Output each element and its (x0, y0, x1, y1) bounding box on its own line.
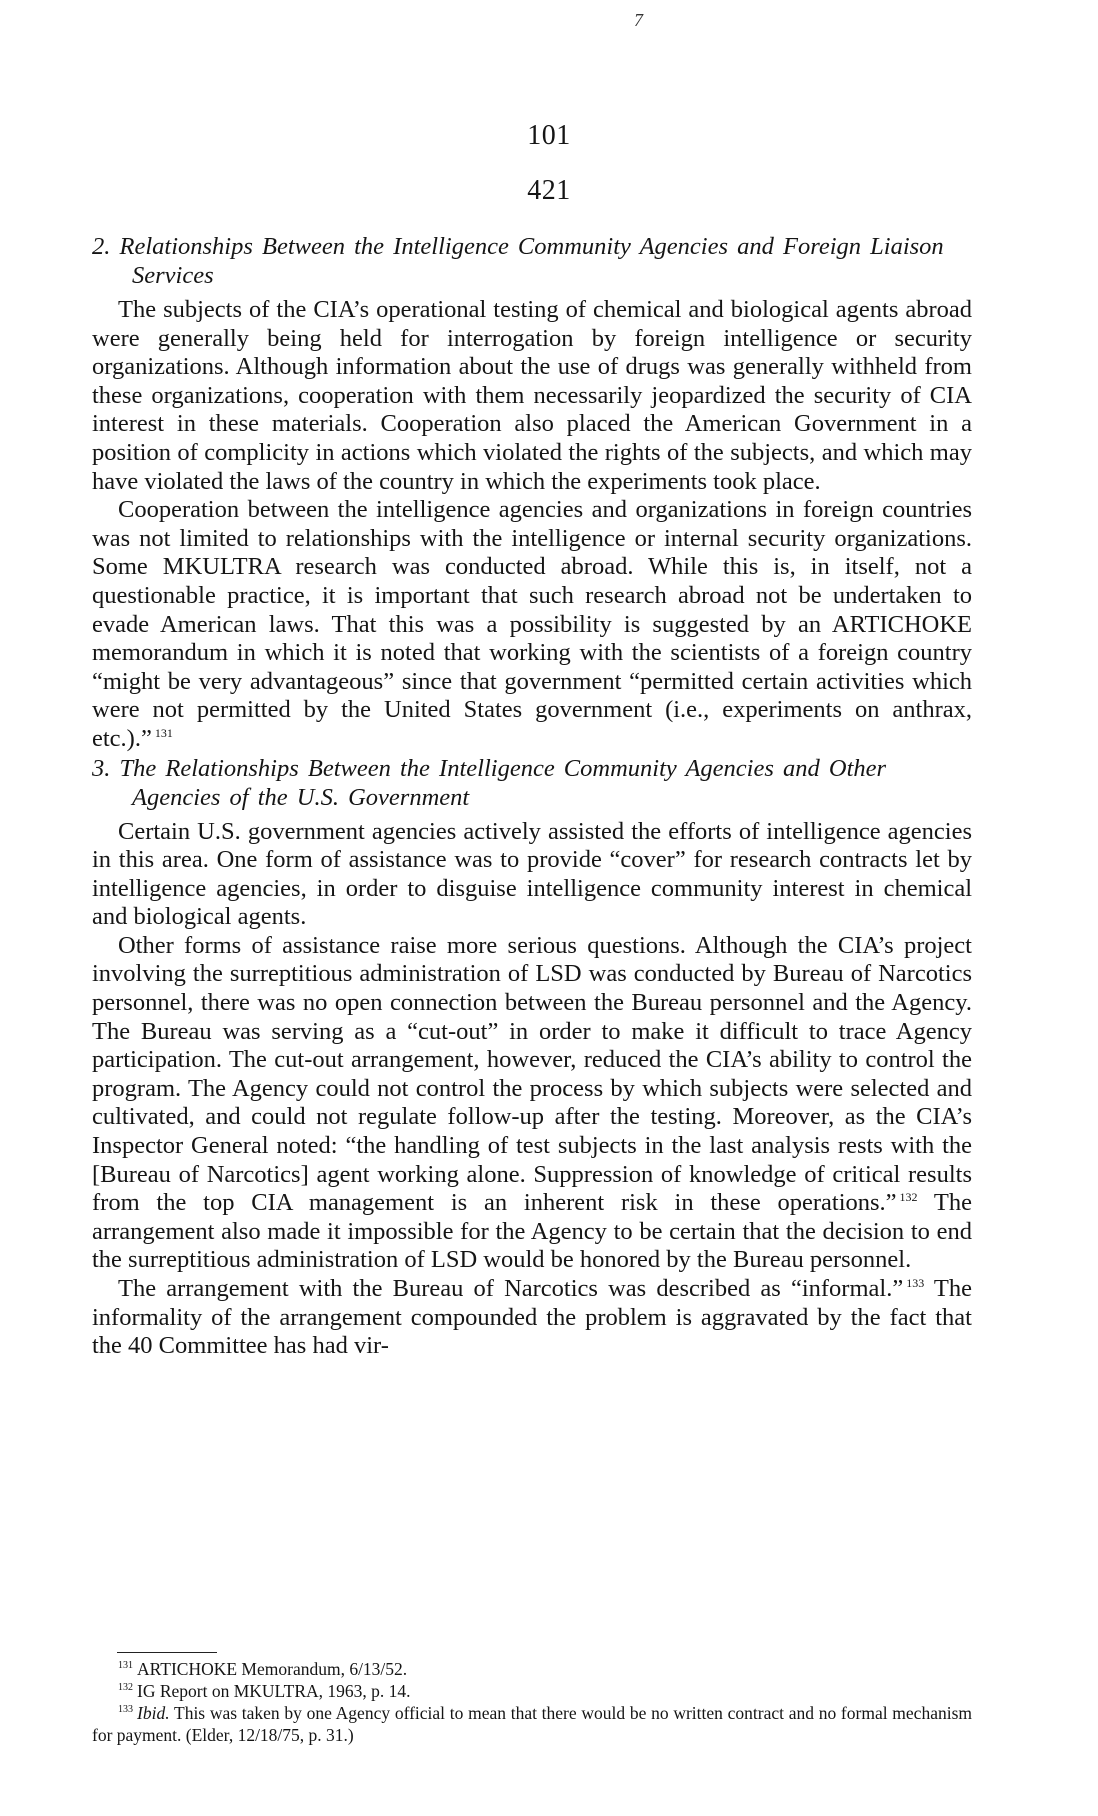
footnote-mark: 133 (118, 1704, 133, 1716)
paragraph-text: The arrangement with the Bureau of Narcotics was described as “informal.” (118, 1275, 904, 1302)
paragraph (92, 496, 972, 753)
footnote-131 (92, 1658, 972, 1680)
corner-mark: 7 (634, 10, 643, 30)
footnote-mark: 131 (118, 1660, 133, 1672)
footnote-text: IG Report on MKULTRA, 1963, p. 14. (137, 1681, 411, 1701)
page-number-secondary: 421 (527, 175, 571, 206)
footnote-ref-133[interactable]: 133 (906, 1275, 925, 1290)
main-text (92, 232, 972, 1361)
footnote-text: This was taken by one Agency official to mean that there would be no written contract and no formal mechanism for payment. (Elder, 12/18/75, p. 31.) (92, 1703, 973, 1745)
footnote-ref-132[interactable]: 132 (899, 1190, 918, 1205)
paragraph-text: Cooperation between the intelligence agencies and organizations in foreign countries was not limited to relationships with the intelligence or internal security organizations. Some MKULTRA research was conducted abroad. While this is, in itself, not a questionable practice, it is important that such research abroad not be undertaken to evade American laws. That this was a possibility is suggested by an ARTICHOKE memorandum in which it is noted that working with the scientists of a foreign country “might be very advantageous” since that government “permitted certain activities which were not permitted by the United States government (i.e., experiments on anthrax, etc.).” (92, 496, 972, 752)
footnote-ibid: Ibid. (137, 1703, 170, 1723)
page-number-primary: 101 (527, 120, 571, 151)
footnote-132 (92, 1680, 972, 1702)
paragraph (92, 1275, 972, 1361)
footnote-text: ARTICHOKE Memorandum, 6/13/52. (137, 1659, 408, 1679)
paragraph-text: Other forms of assistance raise more serious questions. Although the CIA’s project involving the surreptitious administration of LSD was conducted by Bureau of Narcotics personnel, there was no open connection between the Bureau personnel and the Agency. The Bureau was serving as a “cut-out” in order to make it difficult to trace Agency participation. The cut-out arrangement, however, reduced the CIA’s ability to control the program. The Agency could not control the process by which subjects were selected and cultivated, and could not regulate follow-up after the testing. Moreover, as the CIA’s Inspector General noted: “the handling of test subjects in the last analysis rests with the [Bureau of Narcotics] agent working alone. Suppression of knowledge of critical results from the top CIA management is an inherent risk in these operations.” (92, 931, 972, 1217)
footnote-133 (92, 1702, 972, 1746)
footnote-divider (117, 1652, 217, 1653)
paragraph-text: The informality of the arrangement compounded the problem is aggravated by the fact that the 40 Committee has had vir- (92, 1275, 973, 1360)
section-heading-3: 3. The Relationships Between the Intelligence Community Agencies and Other Agencies of the U.S. Government (92, 754, 887, 811)
footnote-ref-131[interactable]: 131 (154, 725, 173, 740)
paragraph (92, 932, 972, 1275)
paragraph: The subjects of the CIA’s operational testing of chemical and biological agents abroad were generally being held for interrogation by foreign intelligence or security organizations. Although information about the use of drugs was generally withheld from these organizations, cooperation with them necessarily jeopardized the security of CIA interest in these materials. Cooperation also placed the American Government in a position of complicity in actions which violated the rights of the subjects, and which may have violated the laws of the country in which the experiments took place. (92, 296, 972, 495)
section-heading-2: 2. Relationships Between the Intelligence Community Agencies and Foreign Liaison Services (92, 233, 944, 289)
paragraph-text: The arrangement also made it impossible for the Agency to be certain that the decision to end the surreptitious administration of LSD would be honored by the Bureau personnel. (92, 1189, 972, 1274)
footnotes (92, 1658, 972, 1746)
footnote-mark: 132 (118, 1682, 133, 1694)
paragraph: Certain U.S. government agencies actively assisted the efforts of intelligence agencies in this area. One form of assistance was to provide “cover” for research contracts let by intelligence agencies, in order to disguise intelligence community interest in chemical and biological agents. (92, 817, 972, 931)
